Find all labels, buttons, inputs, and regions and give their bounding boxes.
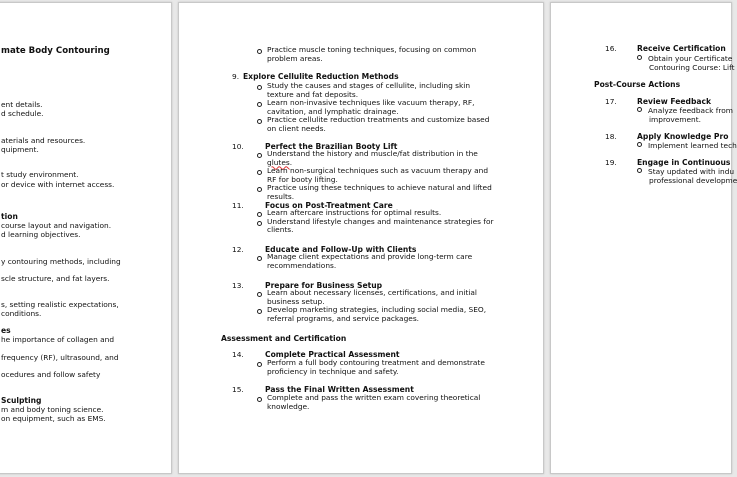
item-number: 18. xyxy=(605,132,617,141)
item-number: 19. xyxy=(605,158,617,167)
list-item: Practice cellulite reduction treatments and customize based on client needs. xyxy=(255,116,495,133)
list-item: Learn about necessary licenses, certifications, and initial business setup. xyxy=(255,289,495,306)
list-item: Manage client expectations and provide long-term care recommendations. xyxy=(255,253,495,270)
item-number: 10. xyxy=(232,142,244,151)
text-line-fragment: quipment. xyxy=(1,145,39,154)
item-number: 11. xyxy=(232,201,244,210)
item-title: Pass the Final Written Assessment xyxy=(265,385,414,394)
item-number: 16. xyxy=(605,44,617,53)
list-item: Perform a full body contouring treatment and demonstrate proficiency in technique and safety. xyxy=(255,359,495,376)
list-item: Practice muscle toning techniques, focusing on common problem areas. xyxy=(255,46,495,63)
item-number: 14. xyxy=(232,350,244,359)
bullet-list xyxy=(255,82,495,134)
bullet-list xyxy=(255,150,495,202)
list-item: Learn non-surgical techniques such as vacuum therapy and RF for booty lifting. xyxy=(255,167,495,184)
item-number: 15. xyxy=(232,385,244,394)
item-title: Engage in Continuous xyxy=(637,158,731,167)
text-line-fragment: conditions. xyxy=(1,309,42,318)
bullet-list xyxy=(255,46,495,63)
middle-page-content xyxy=(179,3,543,473)
text-line-fragment: he importance of collagen and xyxy=(1,335,115,344)
item-title: Receive Certification xyxy=(637,44,726,53)
section-heading: Post-Course Actions xyxy=(594,80,681,89)
list-item xyxy=(637,141,737,151)
text-line-fragment: d schedule. xyxy=(1,109,44,118)
list-item-continuation: improvement. xyxy=(649,115,701,124)
bullet-list xyxy=(255,253,495,270)
item-title: Review Feedback xyxy=(637,97,712,106)
list-item-text: Stay updated with indu xyxy=(648,167,735,176)
item-title: Complete Practical Assessment xyxy=(265,350,400,359)
bullet-list xyxy=(255,394,495,411)
list-item: Learn non-invasive techniques like vacuum therapy, RF, cavitation, and lymphatic drainage. xyxy=(255,99,495,116)
item-title: Focus on Post-Treatment Care xyxy=(265,201,393,210)
text-line-fragment: scle structure, and fat layers. xyxy=(1,274,110,283)
text-line-fragment: aterials and resources. xyxy=(1,136,86,145)
bullet-icon xyxy=(637,55,642,60)
text-line-fragment: m and body toning science. xyxy=(1,405,104,414)
item-number: 9. xyxy=(232,72,240,81)
list-item: Complete and pass the written exam covering theoretical knowledge. xyxy=(255,394,495,411)
text-line-fragment: or device with internet access. xyxy=(1,180,115,189)
bullet-list xyxy=(255,359,495,376)
document-page-middle xyxy=(178,2,544,474)
item-title: Explore Cellulite Reduction Methods xyxy=(243,72,399,81)
item-title: Apply Knowledge Pro xyxy=(637,132,729,141)
text-line-fragment: course layout and navigation. xyxy=(1,221,112,230)
document-page-right xyxy=(550,2,737,474)
bullet-icon xyxy=(637,107,642,112)
heading-fragment: Sculpting xyxy=(1,396,42,405)
bullet-icon xyxy=(637,142,642,147)
list-item-continuation: Contouring Course: Lift xyxy=(649,63,735,72)
list-item-continuation: professional developme xyxy=(649,176,737,185)
text-line-fragment: on equipment, such as EMS. xyxy=(1,414,106,423)
item-number: 17. xyxy=(605,97,617,106)
list-item: Understand lifestyle changes and maintenance strategies for clients. xyxy=(255,218,495,235)
heading-fragment: es xyxy=(1,326,11,335)
list-item: Study the causes and stages of cellulite, including skin texture and fat deposits. xyxy=(255,82,495,99)
text-line-fragment: frequency (RF), ultrasound, and xyxy=(1,353,119,362)
item-number: 12. xyxy=(232,245,244,254)
text-line-fragment: s, setting realistic expectations, xyxy=(1,300,119,309)
list-item: Understand the history and muscle/fat distribution in the glutes. xyxy=(255,150,495,167)
heading-fragment: tion xyxy=(1,212,18,221)
text-line-fragment: t study environment. xyxy=(1,170,79,179)
list-item-text: Implement learned tech xyxy=(648,141,737,150)
text-line-fragment: ocedures and follow safety xyxy=(1,370,101,379)
item-title: Prepare for Business Setup xyxy=(265,281,383,290)
item-title: Educate and Follow-Up with Clients xyxy=(265,245,417,254)
list-item-text: Obtain your Certificate xyxy=(648,54,733,63)
list-item: Practice using these techniques to achieve natural and lifted results. xyxy=(255,184,495,201)
list-item: Develop marketing strategies, including social media, SEO, referral programs, and service packages. xyxy=(255,306,495,323)
list-item-text: Analyze feedback from xyxy=(648,106,733,115)
section-heading: Assessment and Certification xyxy=(221,334,347,343)
document-page-left xyxy=(0,2,172,474)
text-line-fragment: ent details. xyxy=(1,100,43,109)
text-line-fragment: d learning objectives. xyxy=(1,230,81,239)
list-item: Learn aftercare instructions for optimal results. xyxy=(255,209,495,218)
bullet-list xyxy=(255,289,495,323)
page-title-fragment: mate Body Contouring xyxy=(1,46,110,56)
bullet-icon xyxy=(637,168,642,173)
item-number: 13. xyxy=(232,281,244,290)
item-title: Perfect the Brazilian Booty Lift xyxy=(265,142,398,151)
bullet-list xyxy=(255,209,495,235)
text-line-fragment: y contouring methods, including xyxy=(1,257,121,266)
spellcheck-underlined-word[interactable]: glutes xyxy=(267,157,290,167)
